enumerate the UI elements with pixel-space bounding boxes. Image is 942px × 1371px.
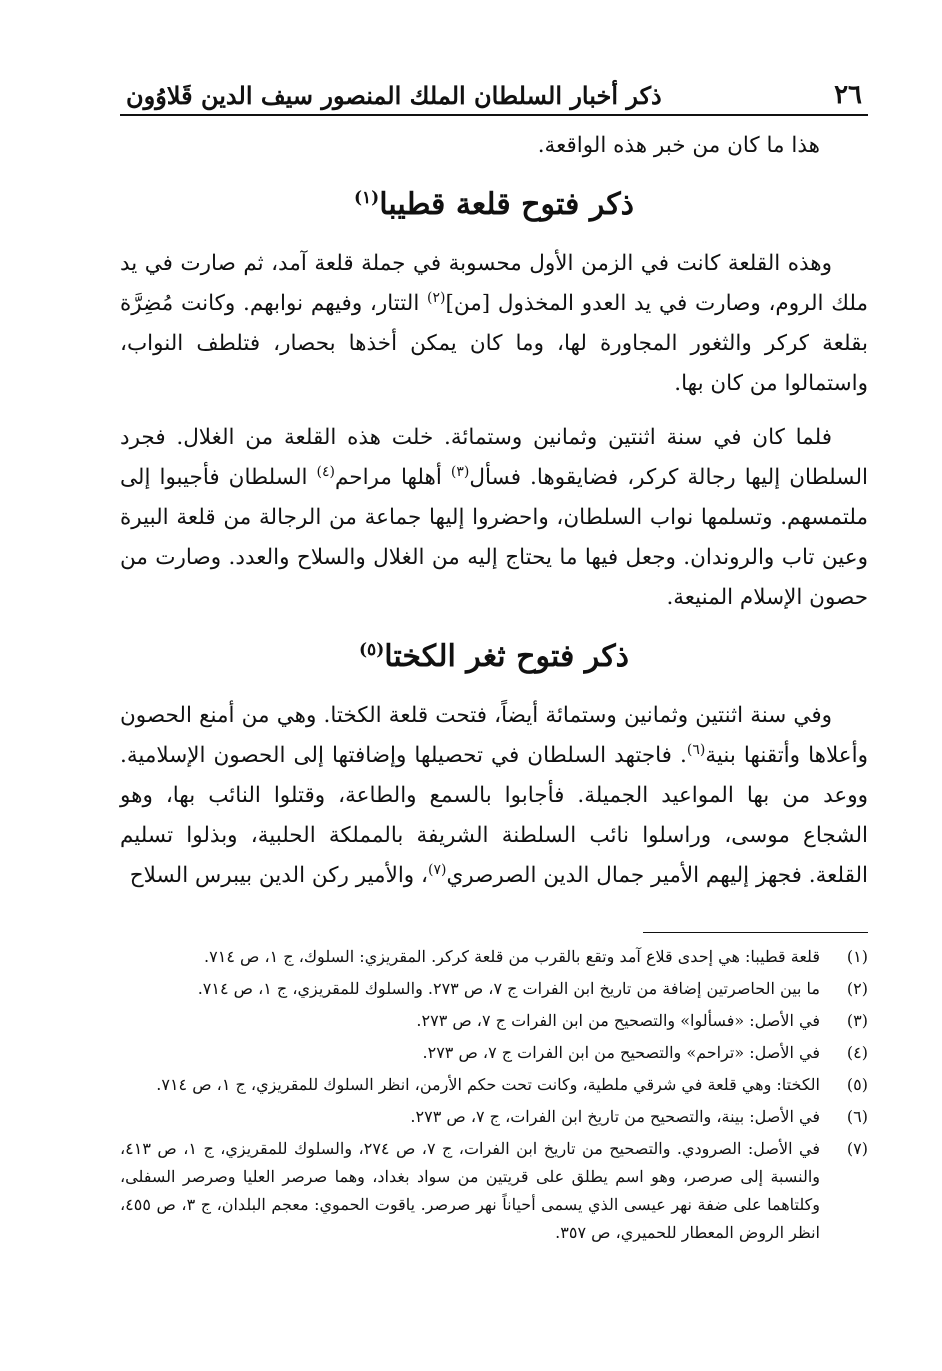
footnote-number: (٤) [846, 1043, 868, 1062]
paragraph-text: . فاجتهد السلطان في تحصيلها وإضافتها إلى الحصون الإسلامية. ووعد من بها المواعيد الجميلة. فأجابوا بالسمع والطاعة، وقتلوا النائب بها، وهو الشجاع موسى، وراسلوا نائب السلطنة الشريفة بالمملكة الحلبية، وبذلوا تسليم القلعة. فجهز إليهم الأمير جمال الدين الصرصري [120, 743, 868, 888]
footnote-marker: (٦) [686, 741, 706, 758]
paragraph-text: ، والأمير ركن الدين بيبرس السلاح [129, 863, 428, 888]
footnote-number: (٢) [846, 979, 868, 998]
footnotes-list [120, 943, 868, 1247]
footnote-number: (١) [846, 947, 868, 966]
footnote-marker: (٢) [427, 289, 446, 306]
footnote-marker: (٥) [359, 640, 385, 660]
footnote-text: ما بين الحاصرتين إضافة من تاريخ ابن الفرات ج ٧، ص ٢٧٣. والسلوك للمقريزي، ج ١، ص ٧١٤. [197, 979, 820, 998]
paragraph-text: التتار، وفيهم نوابهم. وكانت مُضِرَّة بقلعة كركر والثغور المجاورة لها، وما كان يمكن أخذها بحصار، فتلطف النواب، واستمالوا من كان بها. [120, 291, 868, 396]
running-header [120, 70, 868, 116]
footnote [120, 1071, 868, 1099]
footnote-marker: (١) [353, 188, 380, 208]
footnote-number: (٥) [846, 1075, 868, 1094]
footnote-text: الكختا: وهي قلعة في شرقي ملطية، وكانت تحت حكم الأرمن، انظر السلوك للمقريزي، ج ١، ص ٧١٤. [156, 1075, 820, 1094]
footnote-text: في الأصل: «فسألوا» والتصحيح من ابن الفرات ج ٧، ص ٢٧٣. [416, 1011, 820, 1030]
footnote-number: (٣) [846, 1011, 868, 1030]
paragraph [120, 418, 868, 618]
section-heading-text: ذكر فتوح ثغر الكختا [384, 639, 629, 674]
footnote-marker: (٣) [450, 463, 470, 480]
footnote [120, 1007, 868, 1035]
footnote-text: قلعة قطيبا: هي إحدى قلاع آمد وتقع بالقرب من قلعة كركر. المقريزي: السلوك، ج ١، ص ٧١٤. [204, 947, 820, 966]
paragraph [120, 696, 868, 896]
paragraph [120, 244, 868, 404]
paragraph-text: وفي سنة اثنتين وثمانين وستمائة أيضاً، فتحت قلعة الكختا. وهي من أمنع الحصون وأعلاها وأتقنها بنية [120, 703, 868, 768]
footnote [120, 1103, 868, 1131]
footnote [120, 1039, 868, 1067]
footnote-marker: (٧) [427, 861, 447, 878]
footnote [120, 943, 868, 971]
footnote-text: في الأصل: بينة، والتصحيح من تاريخ ابن الفرات، ج ٧، ص ٢٧٣. [410, 1107, 820, 1126]
footnote-number: (٧) [846, 1139, 868, 1158]
paragraph-text: فلما كان في سنة اثنتين وثمانين وستمائة. خلت هذه القلعة من الغلال. فجرد السلطان إليها رجالة كركر، فضايقوها. فسأل [120, 425, 869, 490]
footnote-text: في الأصل: «تراحم» والتصحيح من ابن الفرات ج ٧، ص ٢٧٣. [422, 1043, 820, 1062]
footnote-text: في الأصل: الصرودي. والتصحيح من تاريخ ابن الفرات، ج ٧، ص ٢٧٤، والسلوك للمقريزي، ج ١، ص ٤١٣، والنسبة إلى صرصر، وهو اسم يطلق على قريتين من سواد بغداد، وهما صرصر العليا وصرصر السفلى، وكلتاهما على ضفة نهر عيسى الذي يسمى أحياناً نهر صرصر. ياقوت الحموي: معجم البلدان، ج ٣، ص ٤٥٥، انظر الروض المعطار للحميري، ص ٣٥٧. [120, 1139, 820, 1242]
paragraph-text: وهذه القلعة كانت في الزمن الأول محسوبة في جملة قلعة آمد، ثم صارت في يد ملك الروم، وصارت في يد العدو المخذول [من] [120, 251, 868, 316]
page-number: ٢٦ [834, 80, 862, 110]
section-heading-kakhta [120, 632, 868, 682]
running-title: ذكر أخبار السلطان الملك المنصور سيف الدين قَلاوُون [126, 81, 662, 110]
footnote-divider [643, 932, 868, 933]
footnote [120, 1135, 868, 1247]
intro-line: هذا ما كان من خبر هذه الواقعة. [537, 133, 820, 158]
paragraph-text: السلطان فأجيبوا إلى ملتمسهم. وتسلمها نواب السلطان، واحضروا إليها جماعة من الرجالة من قلعة البيرة وعين تاب والروندان. وجعل فيها ما يحتاج إليه من الغلال والسلاح والعدد. وصارت من حصون الإسلام المنيعة. [120, 465, 868, 610]
section-heading-qutaiba [120, 180, 868, 230]
book-page [120, 70, 868, 1251]
footnote [120, 975, 868, 1003]
footnote-marker: (٤) [316, 463, 335, 480]
footnote-number: (٦) [846, 1107, 868, 1126]
paragraph-text: أهلها مراحم [334, 465, 451, 490]
section-heading-text: ذكر فتوح قلعة قطيبا [379, 187, 635, 222]
